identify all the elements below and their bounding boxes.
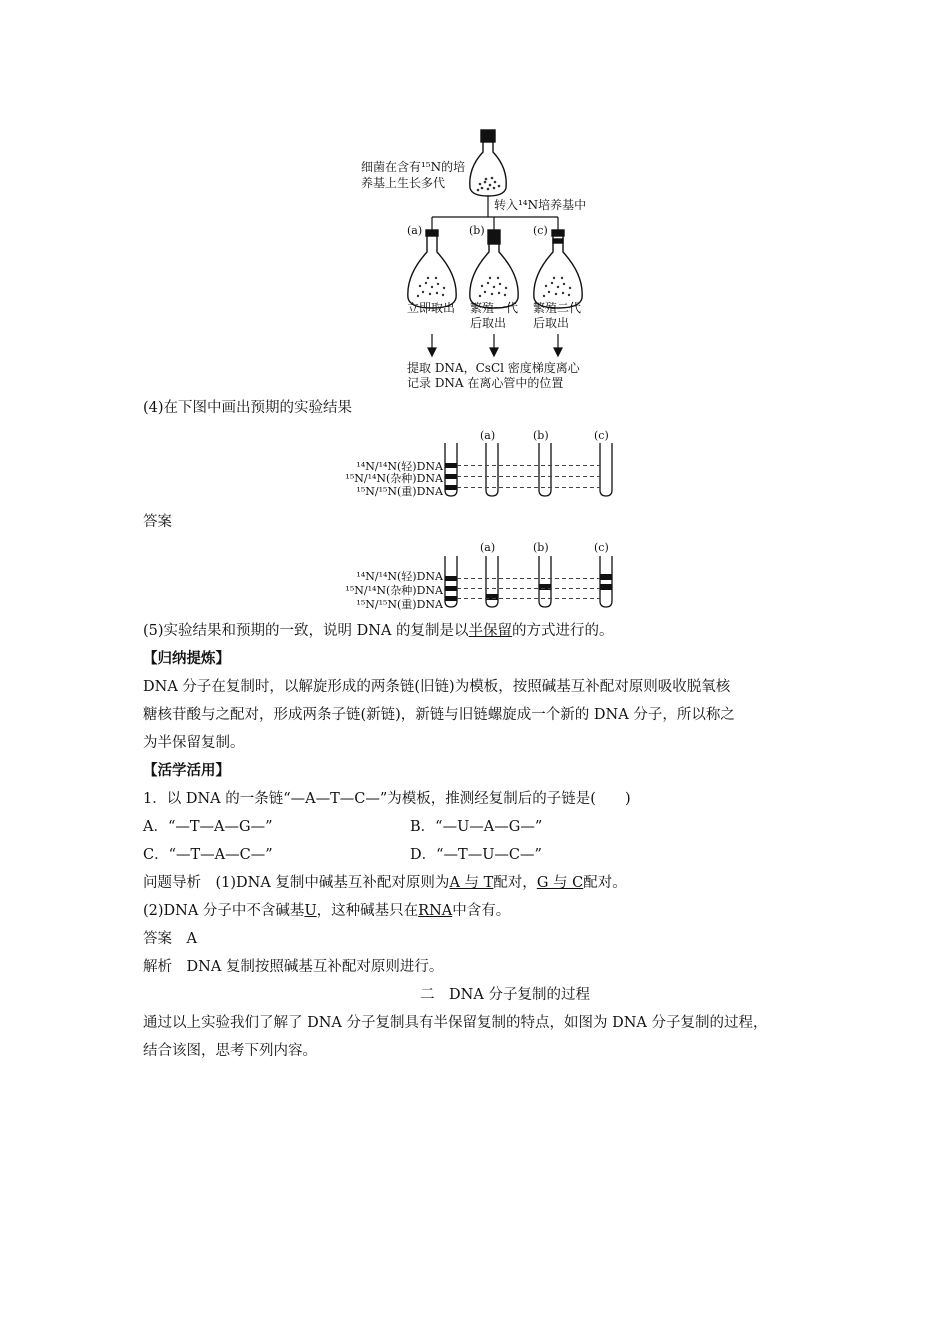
answer-label-heavy-dna: ¹⁵N/¹⁵N(重)DNA (356, 598, 443, 611)
guide1-underline-1: A 与 T (449, 875, 494, 891)
guide1-post: 配对。 (583, 875, 627, 891)
answer-line: 答案 A (143, 931, 197, 947)
flask-a-tag: (a) (407, 224, 423, 237)
question-5 (143, 621, 614, 641)
guide-line-2 (143, 901, 510, 921)
q5-text-post: 的方式进行的。 (512, 623, 614, 639)
question-4: (4)在下图中画出预期的实验结果 (143, 400, 353, 416)
option-d: D．“—T—U—C—” (410, 847, 542, 863)
analysis-line: 解析 DNA 复制按照碱基互补配对原则进行。 (143, 959, 444, 975)
question-1: 1．以 DNA 的一条链“—A—T—C—”为模板，推测经复制后的子链是( ) (143, 791, 631, 807)
answer-label-light-dna: ¹⁴N/¹⁴N(轻)DNA (356, 570, 443, 583)
guide1-mid: 配对， (493, 875, 537, 891)
procedure-line2: 记录 DNA 在离心管中的位置 (407, 376, 564, 390)
top-label-line2: 养基上生长多代 (361, 176, 446, 190)
flask-b-caption-line2: 后取出 (470, 316, 507, 330)
guide1-pre: 问题导析 (1)DNA 复制中碱基互补配对原则为 (143, 875, 450, 891)
flask-c-caption-line2: 后取出 (533, 316, 570, 330)
section-title-text: 二 DNA 分子复制的过程 (420, 987, 590, 1003)
transfer-label: 转入¹⁴N培养基中 (494, 198, 587, 212)
guide2-mid: ，这种碱基只在 (316, 903, 419, 919)
guide2-underline-1: U (304, 903, 317, 919)
top-label-line1: 细菌在含有¹⁵N的培 (361, 160, 466, 174)
answer-label-hybrid-dna: ¹⁵N/¹⁴N(杂种)DNA (345, 584, 443, 597)
summary-line-2: 糖核苷酸与之配对，形成两条子链(新链)，新链与旧链螺旋成一个新的 DNA 分子，所以称之 (143, 707, 735, 723)
flask-b-caption-line1: 繁殖一代 (470, 301, 519, 315)
label-heavy-dna: ¹⁵N/¹⁵N(重)DNA (356, 485, 443, 498)
answer-tube-b-tag: (b) (533, 541, 549, 554)
answer-label: 答案 (143, 514, 172, 530)
flask-c-tag: (c) (533, 224, 548, 237)
option-a: A．“—T—A—G—” (143, 819, 273, 835)
answer-tube-a-tag: (a) (480, 541, 496, 554)
flask-b-tag: (b) (469, 224, 485, 237)
intro-line-1: 通过以上实验我们了解了 DNA 分子复制具有半保留复制的特点，如图为 DNA 分子复制的过程， (143, 1015, 768, 1031)
tube-c-tag: (c) (594, 429, 609, 442)
summary-line-1: DNA 分子在复制时，以解旋形成的两条链(旧链)为模板，按照碱基互补配对原则吸收脱氧核 (143, 679, 731, 695)
answer-tubes-svg (0, 0, 950, 620)
option-c: C．“—T—A—C—” (143, 847, 273, 863)
label-light-dna: ¹⁴N/¹⁴N(轻)DNA (356, 460, 443, 473)
guide1-underline-2: G 与 C (536, 875, 584, 891)
flask-c-caption-line1: 繁殖二代 (533, 301, 582, 315)
tube-b-tag: (b) (533, 429, 549, 442)
q5-text-pre: (5)实验结果和预期的一致，说明 DNA 的复制是以 (143, 623, 469, 639)
answer-tube-c-tag: (c) (594, 541, 609, 554)
intro-line-2: 结合该图，思考下列内容。 (143, 1043, 317, 1059)
summary-heading: 【归纳提炼】 (143, 650, 230, 667)
guide2-pre: (2)DNA 分子中不含碱基 (143, 903, 305, 919)
section-title (0, 985, 950, 1005)
guide-line-1 (143, 873, 627, 893)
guide2-underline-2: RNA (418, 903, 453, 919)
q5-answer-underlined: 半保留 (468, 623, 513, 639)
procedure-line1: 提取 DNA，CsCl 密度梯度离心 (407, 361, 580, 375)
summary-line-3: 为半保留复制。 (143, 735, 245, 751)
practice-heading: 【活学活用】 (143, 762, 230, 779)
label-hybrid-dna: ¹⁵N/¹⁴N(杂种)DNA (345, 472, 443, 485)
tube-a-tag: (a) (480, 429, 496, 442)
flask-a-caption: 立即取出 (407, 301, 456, 315)
option-b: B．“—U—A—G—” (410, 819, 543, 835)
guide2-post: 中含有。 (452, 903, 511, 919)
